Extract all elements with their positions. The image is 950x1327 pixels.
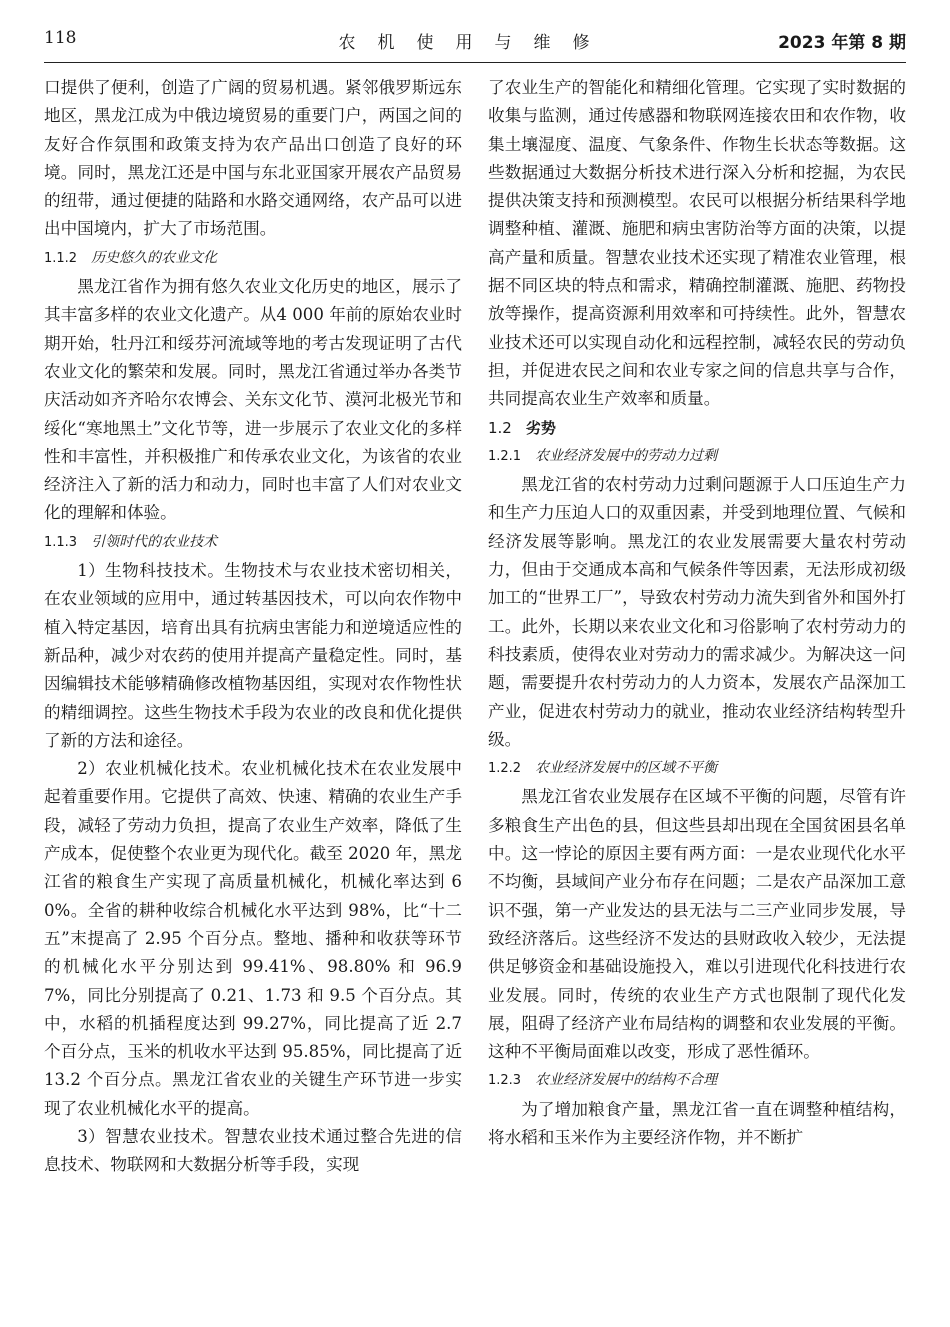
right-column <box>488 74 906 1152</box>
paragraph: 黑龙江省农业发展存在区域不平衡的问题，尽管有许多粮食生产出色的县，但这些县却出现在全国贫困县名单中。这一悖论的原因主要有两方面：一是农业现代化水平不均衡，县域间产业分布存在问题；二是农产品深加工意识不强，第一产业发达的县无法与二三产业同步发展，导致经济落后。这些经济不发达的县财政收入较少，无法提供足够资金和基础设施投入，难以引进现代化科技进行农业发展。同时，传统的农业生产方式也限制了现代化发展，阻碍了经济产业布局结构的调整和农业发展的平衡。这种不平衡局面难以改变，形成了恶性循环。 <box>488 787 906 1062</box>
journal-title: 农机使用与维修 <box>338 33 612 53</box>
section-number: 1.1.3 <box>44 534 78 550</box>
section-heading-1-1-2 <box>44 244 462 273</box>
paragraph: 了农业生产的智能化和精细化管理。它实现了实时数据的收集与监测，通过传感器和物联网连接农田和农作物，收集土壤湿度、温度、气象条件、作物生长状态等数据。这些数据通过大数据分析技术进行深入分析和挖掘，为农民提供决策支持和预测模型。农民可以根据分析结果科学地调整种植、灌溉、施肥和病虫害防治等方面的决策，以提高产量和质量。智慧农业技术还实现了精准农业管理，根据不同区块的特点和需求，精确控制灌溉、施肥、药物投放等操作，提高资源利用效率和可持续性。此外，智慧农业技术还可以实现自动化和远程控制，减轻农民的劳动负担，并促进农民之间和农业专家之间的信息共享与合作，共同提高农业生产效率和质量。 <box>488 78 906 409</box>
section-heading-1-2-1 <box>488 442 906 471</box>
paragraph: 1）生物科技技术。生物技术与农业技术密切相关，在农业领域的应用中，通过转基因技术，可以向农作物中植入特定基因，培育出具有抗病虫害能力和逆境适应性的新品种，减少对农药的使用并提高产量稳定性。同时，基因编辑技术能够精确修改植物基因组，实现对农作物性状的精细调控。这些生物技术手段为农业的改良和优化提供了新的方法和途径。 <box>44 561 462 750</box>
section-number: 1.2.2 <box>488 761 522 777</box>
section-title: 引领时代的农业技术 <box>91 533 218 550</box>
section-number: 1.2.3 <box>488 1073 522 1089</box>
section-heading-1-2-3 <box>488 1066 906 1095</box>
paragraph: 黑龙江省作为拥有悠久农业文化历史的地区，展示了其丰富多样的农业文化遗产。从4 000 年前的原始农业时期开始，牡丹江和绥芬河流域等地的考古发现证明了古代农业文化的繁荣和发展。同时，黑龙江省通过举办各类节庆活动如齐齐哈尔农博会、关东文化节、漠河北极光节和绥化“寒地黑土”文化节等，进一步展示了农业文化的多样性和丰富性，并积极推广和传承农业文化，为该省的农业经济注入了新的活力和动力，同时也丰富了人们对农业文化的理解和体验。 <box>44 277 462 523</box>
section-title: 农业经济发展中的结构不合理 <box>535 1072 718 1089</box>
section-title: 劣势 <box>525 418 556 437</box>
section-title: 历史悠久的农业文化 <box>91 249 218 266</box>
paragraph: 口提供了便利，创造了广阔的贸易机遇。紧邻俄罗斯远东地区，黑龙江成为中俄边境贸易的重要门户，两国之间的友好合作氛围和政策支持为农产品出口创造了良好的环境。同时，黑龙江还是中国与东北亚国家开展农产品贸易的纽带，通过便捷的陆路和水路交通网络，农产品可以进出中国境内，扩大了市场范围。 <box>44 78 462 239</box>
section-heading-1-2-2 <box>488 754 906 783</box>
issue-label: 2023 年第 8 期 <box>778 33 906 53</box>
section-heading-1-2 <box>488 414 906 442</box>
page-number: 118 <box>44 28 77 48</box>
page-header <box>44 28 906 63</box>
section-number: 1.2 <box>488 418 512 437</box>
section-heading-1-1-3 <box>44 528 462 557</box>
paragraph: 黑龙江省的农村劳动力过剩问题源于人口压迫生产力和生产力压迫人口的双重因素，并受到地理位置、气候和经济发展等影响。黑龙江的农业发展需要大量农村劳动力，但由于交通成本高和气候条件等因素，无法形成初级加工的“世界工厂”，导致农村劳动力流失到省外和国外打工。此外，长期以来农业文化和习俗影响了农村劳动力的科技素质，使得农业对劳动力的需求减少。为解决这一问题，需要提升农村劳动力的人力资本，发展农产品深加工产业，促进农村劳动力的就业，推动农业经济结构转型升级。 <box>488 475 906 749</box>
section-number: 1.1.2 <box>44 250 78 266</box>
paragraph: 为了增加粮食产量，黑龙江省一直在调整种植结构，将水稻和玉米作为主要经济作物，并不断扩 <box>488 1099 906 1147</box>
left-column <box>44 74 462 1180</box>
section-title: 农业经济发展中的劳动力过剩 <box>535 447 718 464</box>
section-number: 1.2.1 <box>488 448 522 464</box>
section-title: 农业经济发展中的区域不平衡 <box>535 760 718 777</box>
paragraph: 3）智慧农业技术。智慧农业技术通过整合先进的信息技术、物联网和大数据分析等手段，实现 <box>44 1126 462 1175</box>
paragraph: 2）农业机械化技术。农业机械化技术在农业发展中起着重要作用。它提供了高效、快速、精确的农业生产手段，减轻了劳动力负担，提高了农业生产效率，降低了生产成本，促使整个农业更为现代化。截至 2020 年，黑龙江省的粮食生产实现了高质量机械化，机械化率达到 60%。全省的耕种收综合机械化水平达到 98%，比“十二五”末提高了 2.95 个百分点。整地、播种和收获等环节的机械化水平分别达到 99.41%、98.80% 和 96.97%，同比分别提高了 0.21、1.73 和 9.5 个百分点。其中，水稻的机插程度达到 99.27%，同比提高了近 2.7 个百分点，玉米的机收水平达到 95.85%，同比提高了近 13.2 个百分点。黑龙江省农业的关键生产环节进一步实现了农业机械化水平的提高。 <box>44 759 462 1118</box>
